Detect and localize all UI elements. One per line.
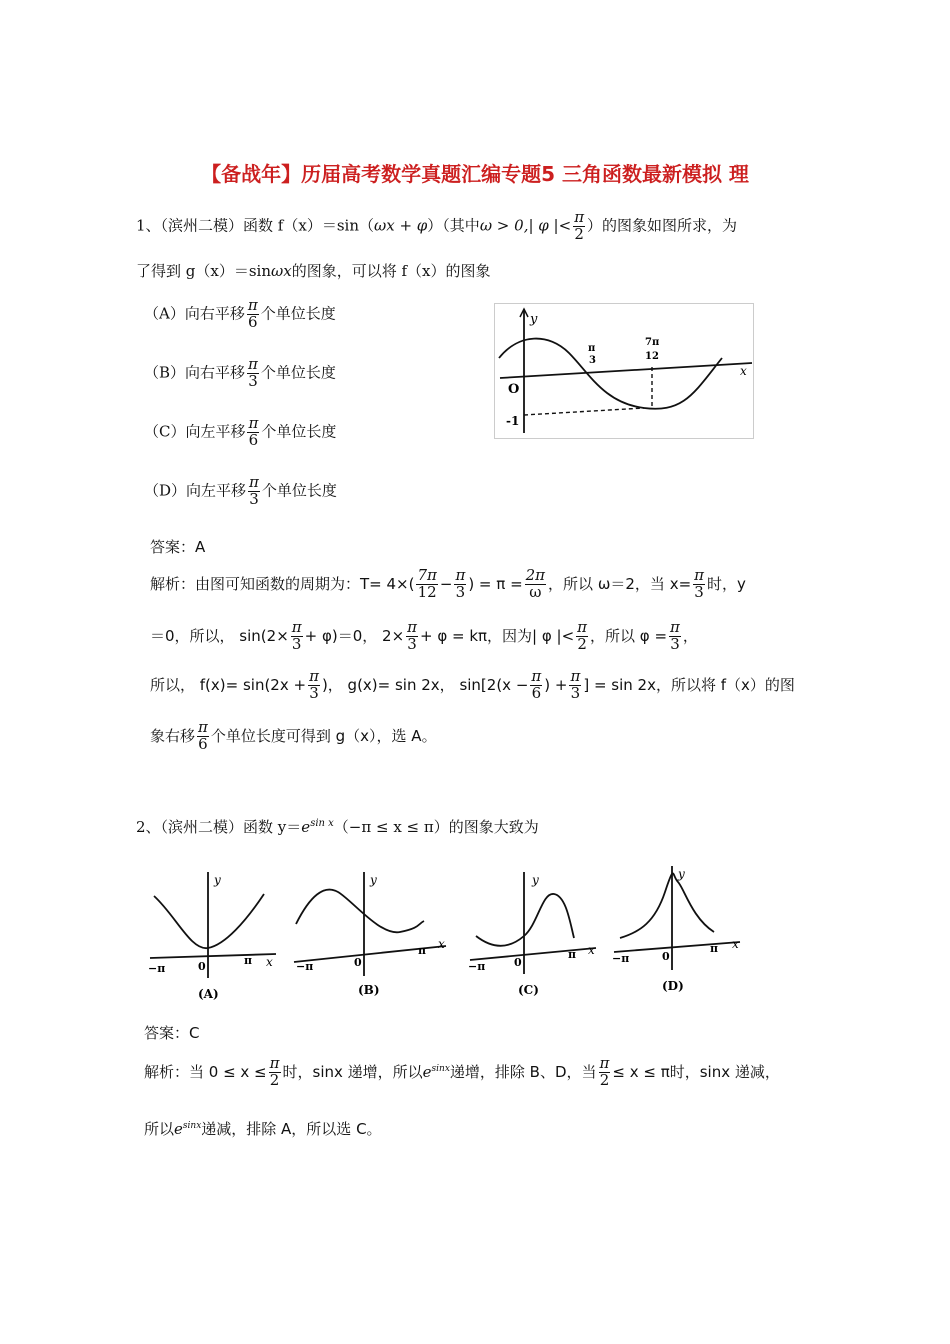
graph-origin-label: O xyxy=(508,382,520,397)
q1-answer: 答案：A xyxy=(150,538,206,556)
q1-exp-line3: 所以， f(x)= sin(2x + $\frac{\pi}{3}$ )， g(x)= sin 2x， sin[2(x − $\frac{\pi}{6}$ ) + $\frac{\pi}{3}$ ] = sin 2x，所以将 f（x）的图 xyxy=(150,667,795,702)
svg-text:0: 0 xyxy=(662,950,670,963)
svg-text:π: π xyxy=(710,942,719,955)
svg-text:x: x xyxy=(438,937,445,951)
svg-text:−π: −π xyxy=(148,962,166,975)
q2-stem: 2、（滨州二模）函数 $y=e^{sin x}(-\pi \le x \le \pi)$的图象大致为 xyxy=(136,818,539,836)
option-c: （C）向左平移 $\frac{\pi}{6}$ 个单位长度 xyxy=(144,414,337,449)
svg-text:x: x xyxy=(266,955,273,969)
graph-y-label: y xyxy=(530,312,538,327)
graph-12-den: 12 xyxy=(645,351,659,362)
svg-text:x: x xyxy=(732,937,739,951)
q1-exp-line1: 解析：由图可知函数的周期为：T= 4×( $\frac{7\pi}{12}$ − $\frac{\pi}{3}$ ) = π = $\frac{2\pi}{\omega}$ ，所以 ω＝2，当 x= $\frac{\pi}{3}$ 时，y xyxy=(150,566,746,601)
svg-text:0: 0 xyxy=(514,956,522,969)
graph-label-b: (B) xyxy=(358,983,380,997)
q1-sine-graph xyxy=(494,303,754,439)
option-d: （D）向左平移 $\frac{\pi}{3}$ 个单位长度 xyxy=(144,473,337,508)
q2-exp-line1: 解析：当 0 ≤ x ≤ $\frac{\pi}{2}$ 时，sinx 递增，所以$e^{sinx}$递增，排除 B、D，当 $\frac{\pi}{2}$ ≤ x ≤ π时，sinx 递减， xyxy=(144,1054,780,1089)
svg-text:y: y xyxy=(678,867,685,881)
graph-x-label: x xyxy=(740,364,747,378)
graph-7pi-num: 7π xyxy=(645,337,660,348)
q2-graph-a xyxy=(146,866,280,1004)
graph-label-d: (D) xyxy=(662,979,684,993)
q2-answer: 答案：C xyxy=(144,1024,200,1042)
graph-pi-num: π xyxy=(588,343,596,354)
svg-text:0: 0 xyxy=(354,956,362,969)
pi-over-2-fraction: $\frac{\pi}{2}$ xyxy=(574,208,585,243)
page-title: 【备战年】历届高考数学真题汇编专题5 三角函数最新模拟 理 xyxy=(201,162,749,186)
svg-text:y: y xyxy=(370,873,377,887)
option-a: （A）向右平移 $\frac{\pi}{6}$ 个单位长度 xyxy=(144,296,336,331)
q2-graph-b xyxy=(290,866,450,1004)
q2-graph-c xyxy=(466,866,600,1004)
svg-text:−π: −π xyxy=(296,960,314,973)
svg-text:x: x xyxy=(588,943,595,957)
svg-text:−π: −π xyxy=(612,952,630,965)
sine-curve xyxy=(499,339,722,409)
option-b: （B）向右平移 $\frac{\pi}{3}$ 个单位长度 xyxy=(144,355,336,390)
svg-text:y: y xyxy=(532,873,539,887)
q1-exp-line2: ＝0，所以， sin(2× $\frac{\pi}{3}$ + φ)＝0， 2× $\frac{\pi}{3}$ + φ = kπ，因为| φ |< $\frac{\pi}{2}$ ，所以 φ = $\frac{\pi}{3}$ ， xyxy=(150,618,698,653)
x-axis xyxy=(500,363,752,378)
q2-exp-line2: 所以$e^{sinx}$递减，排除 A，所以选 C。 xyxy=(144,1120,382,1138)
q1-stem-line1: 1、（滨州二模）函数 f（x）＝sin（ωx + φ）（其中ω > 0,| φ |< $\frac{\pi}{2}$ ）的图象如图所求，为 xyxy=(136,208,738,243)
graph-label-c: (C) xyxy=(518,983,539,997)
graph-three-den: 3 xyxy=(589,355,596,366)
svg-text:0: 0 xyxy=(198,960,206,973)
svg-text:π: π xyxy=(244,954,253,967)
svg-text:π: π xyxy=(418,944,427,957)
q1-exp-line4: 象右移 $\frac{\pi}{6}$ 个单位长度可得到 g（x），选 A。 xyxy=(150,718,437,753)
q1-stem-line2: 了得到 g（x）＝sinωx的图象，可以将 f（x）的图象 xyxy=(136,262,491,280)
graph-minus-one-label: -1 xyxy=(506,414,520,428)
svg-text:−π: −π xyxy=(468,960,486,973)
graph-label-a: (A) xyxy=(198,987,219,1001)
svg-text:y: y xyxy=(214,873,221,887)
svg-text:π: π xyxy=(568,948,577,961)
q2-graph-d xyxy=(610,862,744,1000)
